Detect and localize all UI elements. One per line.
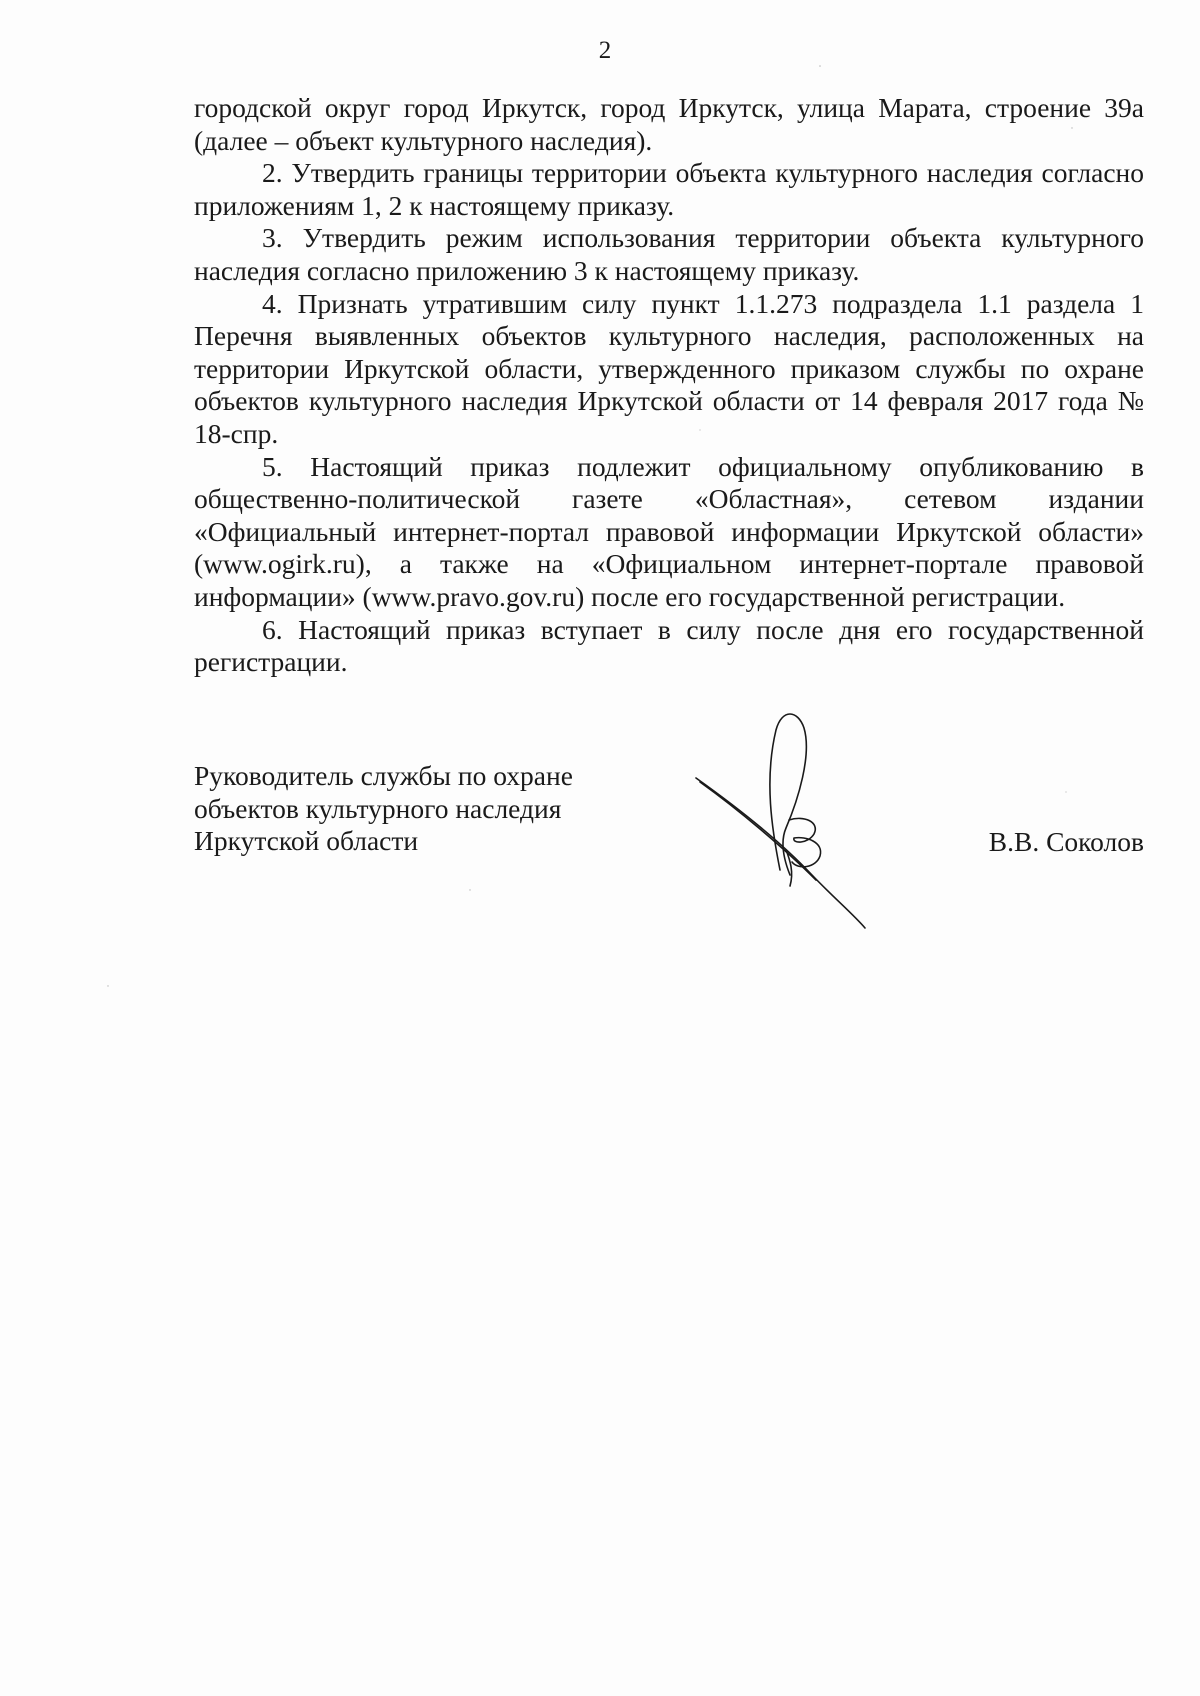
- paragraph-item-5: 5. Настоящий приказ подлежит официальному опубликованию в общественно-политической газете «Областная», сетевом издании «Официальный интернет-портал правовой информации Иркутской области» (www.ogirk.ru), а также на «Официальном интернет-портале правовой информации» (www.pravo.gov.ru) после его государственной регистрации.: [194, 450, 1144, 612]
- signer-position-line: объектов культурного наследия: [194, 792, 562, 824]
- signer-position-line: Иркутской области: [194, 825, 419, 857]
- signature-block: [194, 760, 1144, 940]
- paragraph-item-4: 4. Признать утратившим силу пункт 1.1.273 подраздела 1.1 раздела 1 Перечня выявленных объектов культурного наследия, расположенных на территории Иркутской области, утвержденного приказом службы по охране объектов культурного наследия Иркутской области от 14 февраля 2017 года № 18-спр.: [194, 287, 1144, 449]
- paragraph-continuation: городской округ город Иркутск, город Иркутск, улица Марата, строение 39а (далее – объект культурного наследия).: [194, 92, 1144, 156]
- signer-position-line: Руководитель службы по охране: [194, 760, 573, 791]
- page-number: 2: [598, 37, 612, 64]
- order-body: [194, 92, 1144, 679]
- paragraph-item-2: 2. Утвердить границы территории объекта культурного наследия согласно приложениям 1, 2 к настоящему приказу.: [194, 157, 1144, 221]
- paragraph-item-6: 6. Настоящий приказ вступает в силу после дня его государственной регистрации.: [194, 613, 1144, 678]
- signer-position: [194, 760, 654, 858]
- paragraph-item-3: 3. Утвердить режим использования территории объекта культурного наследия согласно приложению 3 к настоящему приказу.: [194, 222, 1144, 286]
- signer-name: В.В. Соколов: [988, 826, 1144, 857]
- handwritten-signature: [694, 710, 894, 940]
